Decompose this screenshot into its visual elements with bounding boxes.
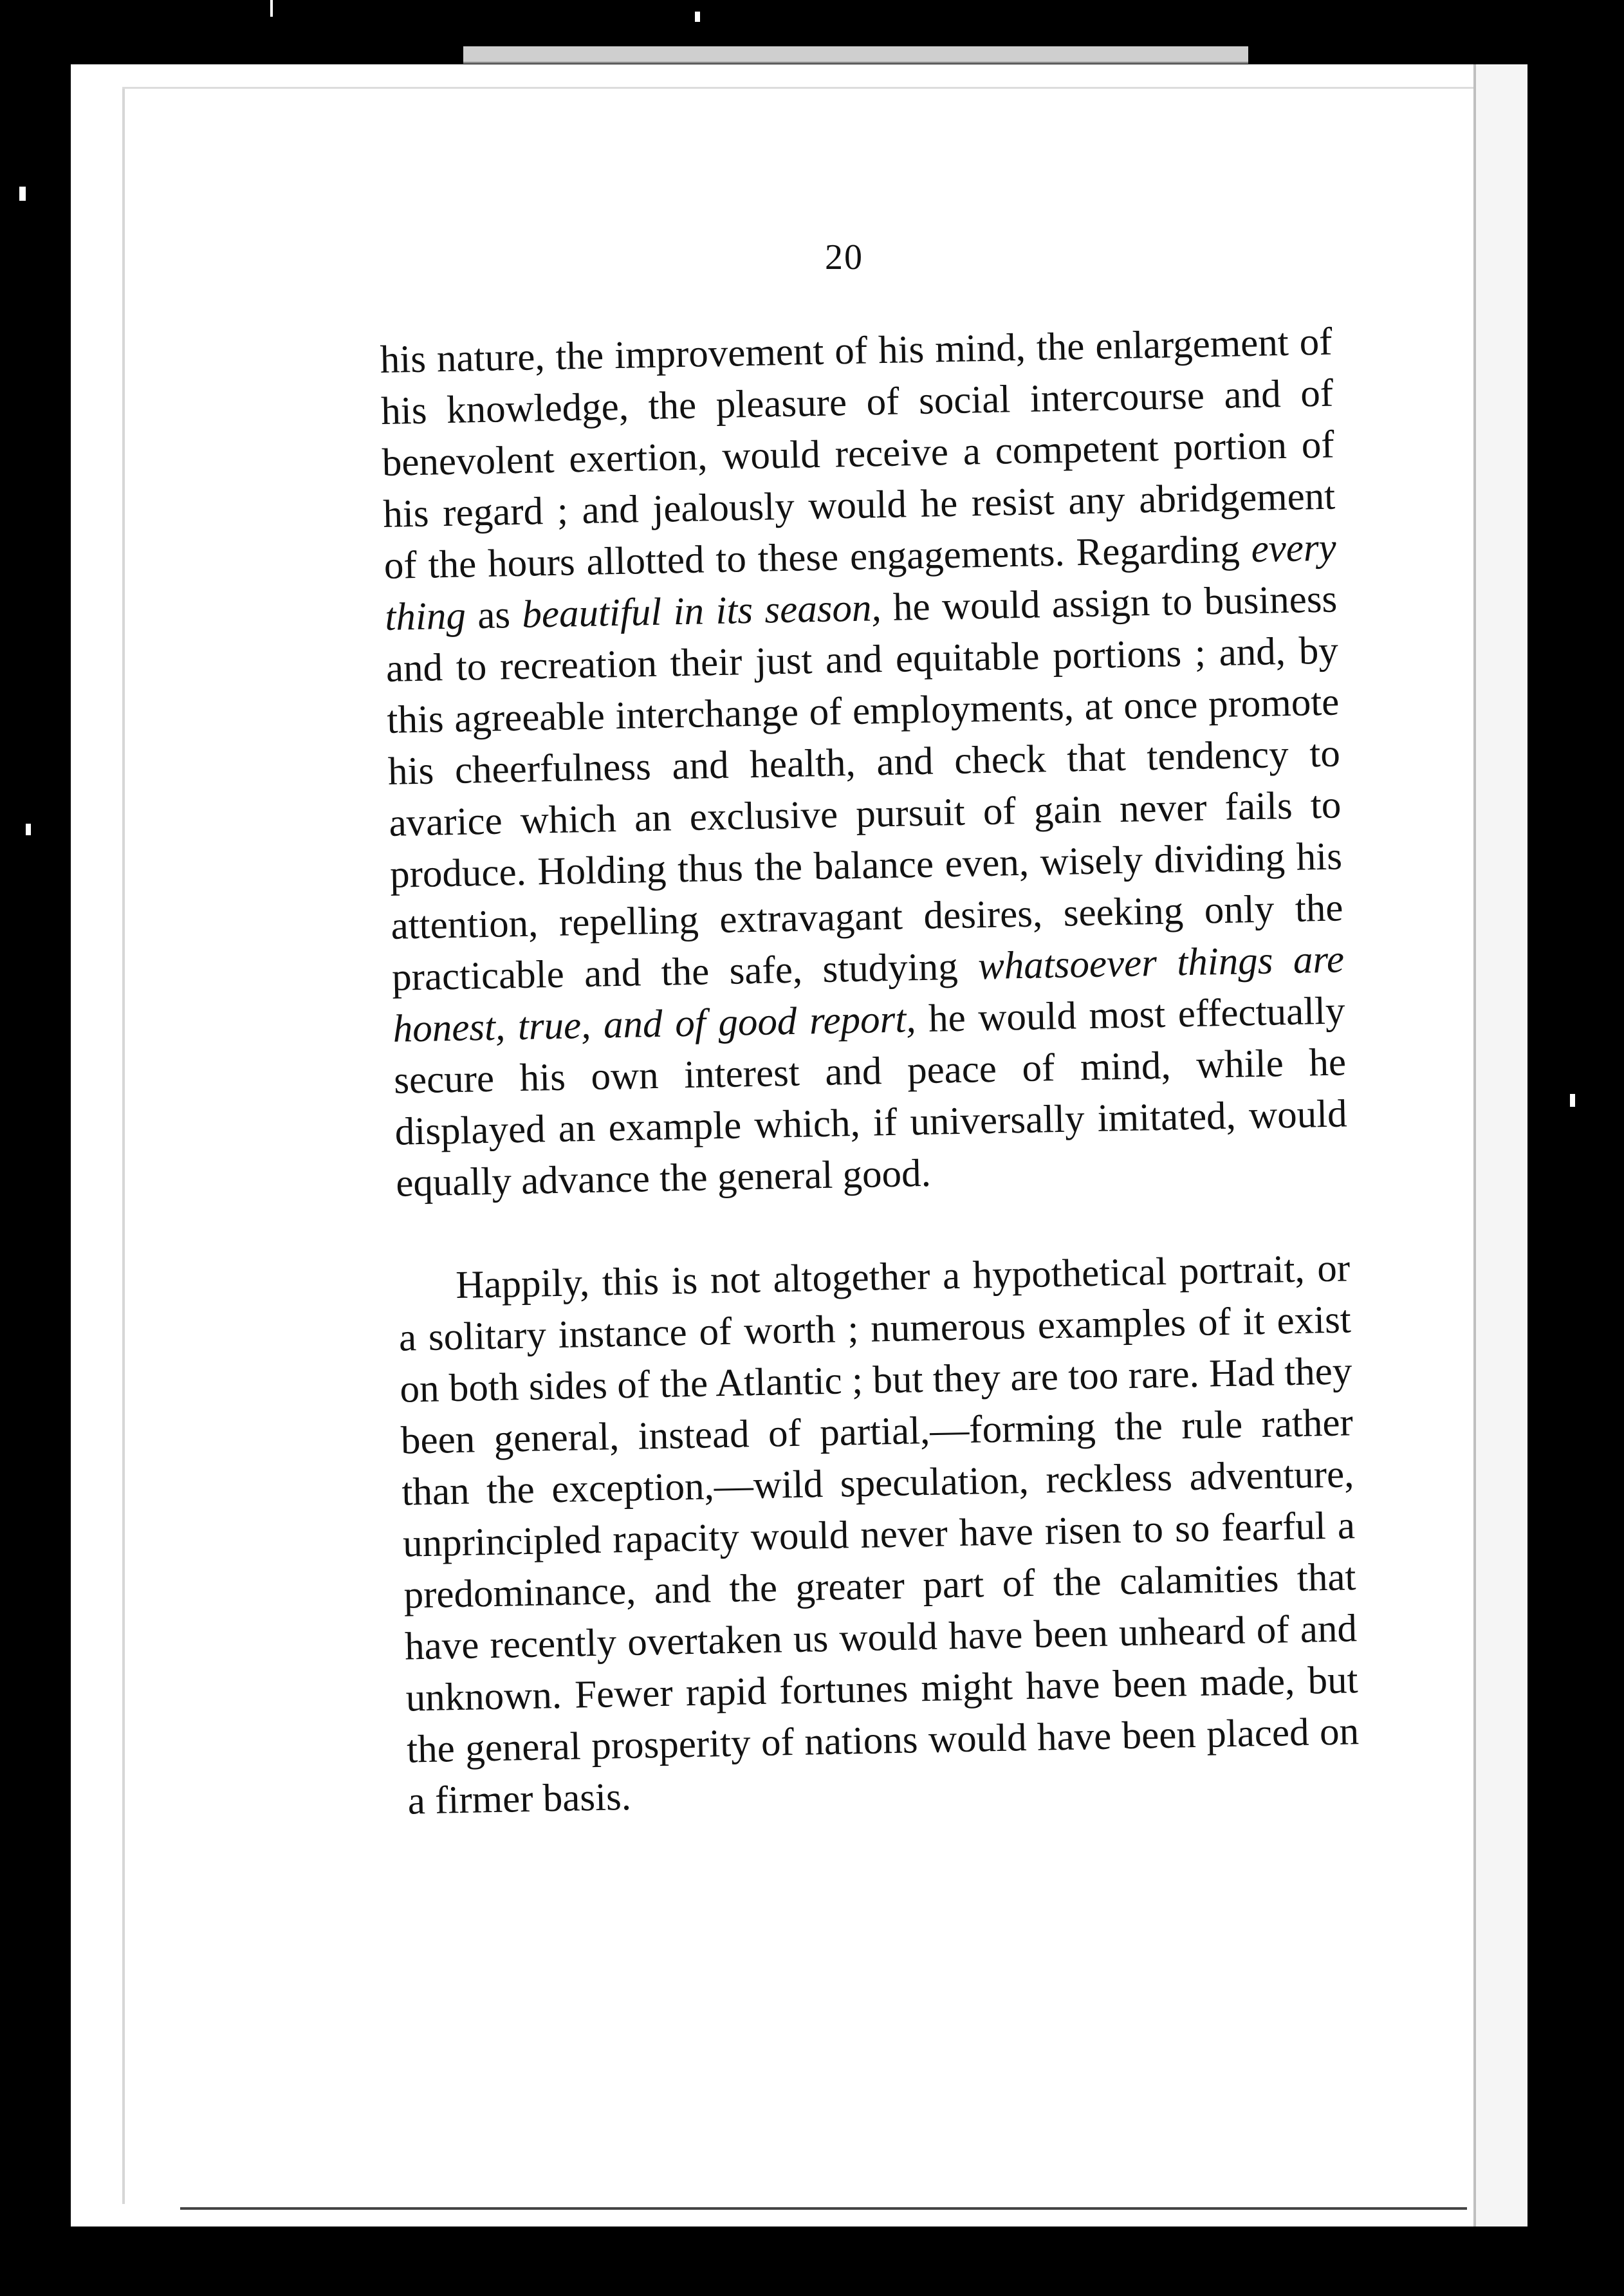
page-fold-edge [1473, 64, 1476, 2227]
page-shadow-top [122, 87, 1473, 89]
page-right-margin [1476, 64, 1527, 2227]
paragraph-1-italic-1: every thing [384, 526, 1337, 639]
paragraph-1-part-3: he would assign to business and to recreation their just and equitable portions ; and, by this agreeable interchange of employments, at once promote his cheerfulness and health, and check that tendency to avarice which an exclusive pursuit of gain never fails to produce. Holding thus the balance even, wisely dividing his attention, repelling extravagant desires, seeking only the practicable and the safe, studying [385, 577, 1344, 999]
paragraph-1-part-1: his nature, the improvement of his mind, the enlargement of his knowledge, the pleasure of social intercourse and of benevolent exertion, would receive a competent portion of his regard ; and jealously would he resist any abridgement of the hours allotted to these engagements. Regarding [380, 320, 1336, 588]
scan-speck [270, 0, 273, 17]
page-shadow-left [122, 87, 125, 2204]
page-shadow-bottom [180, 2207, 1467, 2210]
paragraph-1-italic-2: beautiful in its season, [521, 586, 882, 636]
paragraph-1-part-4: he would most effectually secure his own interest and peace of mind, while he displayed an example which, if universally imitated, would equally advance the general good. [393, 989, 1348, 1205]
page-number: 20 [825, 237, 863, 277]
paragraph-2: Happily, this is not altogether a hypothetical portrait, or a solitary instance of worth ; numerous examples of it exist on both sides of the Atlantic ; but they are too rare. Had they been general, instead of partial,—forming the rule rather than the exception,—wild speculation, reckless adventure, unprincipled rapacity would never have risen to so fearful a predominance, and the greater part of the calamities that have recently overtaken us would have been unheard of and unknown. Fewer rapid fortunes might have been made, but the general prosperity of nations would have been placed on a firmer basis. [398, 1246, 1360, 1823]
paragraph-1-part-2: as [465, 593, 523, 638]
body-text [380, 317, 1360, 1828]
scan-speck [19, 187, 26, 201]
book-spine-strip [463, 46, 1248, 64]
paragraph-1-italic-3: whatsoever things are honest, true, and of good report, [392, 938, 1345, 1051]
scan-speck [1570, 1094, 1575, 1107]
scan-speck [695, 12, 700, 22]
scan-speck [26, 824, 31, 835]
paragraph-1 [380, 317, 1349, 1210]
